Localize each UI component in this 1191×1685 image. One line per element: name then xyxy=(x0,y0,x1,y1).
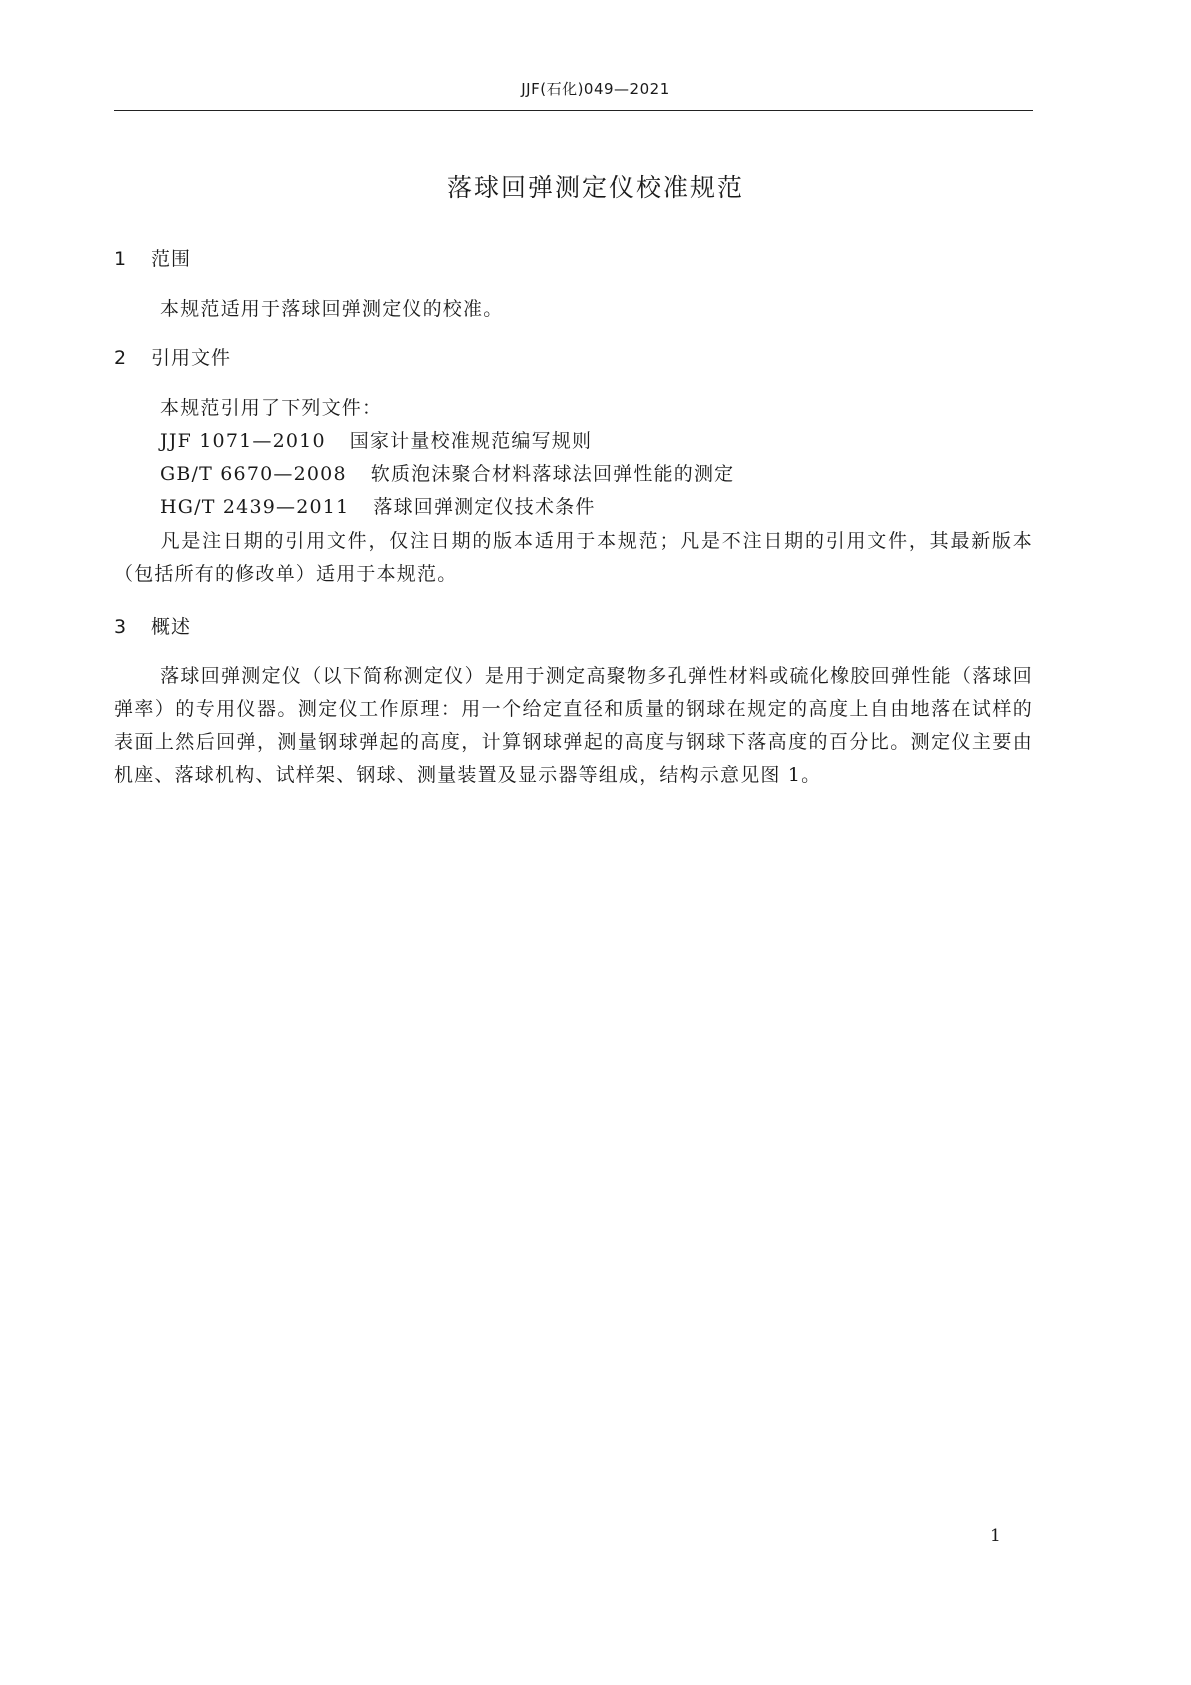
reference-title: 落球回弹测定仪技术条件 xyxy=(373,496,596,518)
reference-item xyxy=(160,426,592,453)
section-number: 3 xyxy=(114,616,128,638)
reference-title: 国家计量校准规范编写规则 xyxy=(349,430,593,452)
section-1-heading xyxy=(114,244,191,271)
standard-code: JJF(石化)049—2021 xyxy=(521,80,670,98)
section-2-heading xyxy=(114,343,231,370)
reference-code: HG/T 2439—2011 xyxy=(160,496,350,518)
section-title: 范围 xyxy=(151,248,192,270)
header-divider xyxy=(114,110,1033,111)
reference-title: 软质泡沫聚合材料落球法回弹性能的测定 xyxy=(370,463,735,485)
reference-code: GB/T 6670—2008 xyxy=(160,463,347,485)
reference-code: JJF 1071—2010 xyxy=(160,430,326,452)
section-number: 1 xyxy=(114,248,128,270)
overview-paragraph: 落球回弹测定仪（以下简称测定仪）是用于测定高聚物多孔弹性材料或硫化橡胶回弹性能（落球回弹率）的专用仪器。测定仪工作原理：用一个给定直径和质量的钢球在规定的高度上自由地落在试样的表面上然后回弹，测量钢球弹起的高度，计算钢球弹起的高度与钢球下落高度的百分比。测定仪主要由机座、落球机构、试样架、钢球、测量装置及显示器等组成，结构示意见图 1。 xyxy=(114,665,1033,786)
document-title: 落球回弹测定仪校准规范 xyxy=(446,173,744,202)
references-note: 凡是注日期的引用文件，仅注日期的版本适用于本规范；凡是不注日期的引用文件，其最新版本（包括所有的修改单）适用于本规范。 xyxy=(114,530,1033,585)
reference-item xyxy=(160,492,596,519)
section-1-paragraph: 本规范适用于落球回弹测定仪的校准。 xyxy=(160,298,504,320)
references-intro: 本规范引用了下列文件： xyxy=(160,397,383,419)
section-title: 概述 xyxy=(151,616,192,638)
section-title: 引用文件 xyxy=(151,347,232,369)
page-number: 1 xyxy=(990,1526,1001,1546)
section-3-heading xyxy=(114,612,191,639)
section-number: 2 xyxy=(114,347,128,369)
reference-item xyxy=(160,459,734,486)
